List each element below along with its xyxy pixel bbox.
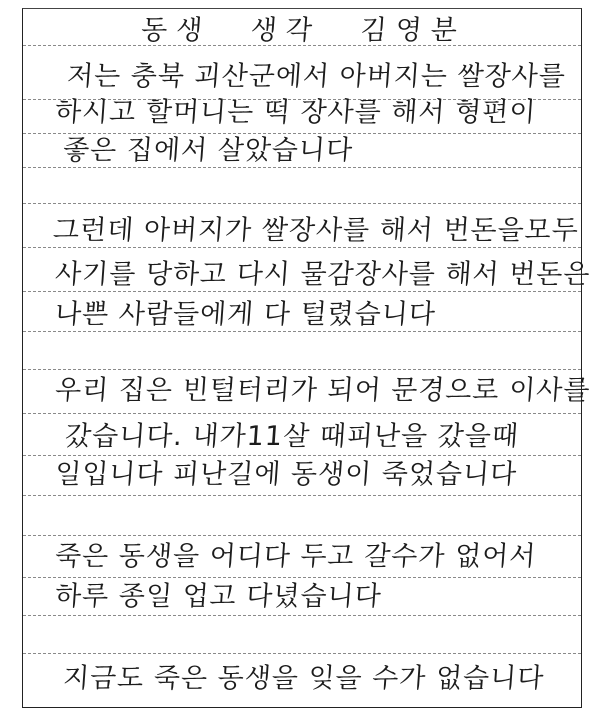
writing-sheet: [22, 8, 592, 708]
ruled-line: [23, 331, 581, 332]
ruled-line: [23, 535, 581, 536]
ruled-line: [23, 615, 581, 616]
ruled-line: [23, 653, 581, 654]
essay-line: 하루 종일 업고 다녔습니다: [53, 581, 383, 612]
ruled-line: [23, 167, 581, 168]
essay-line: 일입니다 피난길에 동생이 죽었습니다: [53, 459, 519, 490]
ruled-line: [23, 455, 581, 456]
essay-line: 좋은 집에서 살았습니다: [61, 135, 355, 166]
essay-line: 저는 충북 괴산군에서 아버지는 쌀장사를: [65, 61, 567, 92]
essay-line: 죽은 동생을 어디다 두고 갈수가 없어서: [53, 541, 538, 572]
essay-line: 하시고 할머니는 떡 장사를 해서 형편이: [53, 97, 538, 128]
ruled-line: [23, 203, 581, 204]
essay-line: 갔습니다. 내가11살 때피난을 갔을때: [63, 421, 520, 452]
essay-line: 우리 집은 빈털터리가 되어 문경으로 이사를: [53, 375, 592, 406]
essay-line: 나쁜 사람들에게 다 털렸습니다: [53, 299, 437, 330]
ruled-line: [23, 291, 581, 292]
ruled-line: [23, 413, 581, 414]
ruled-line: [23, 133, 581, 134]
essay-line: 사기를 당하고 다시 물감장사를 해서 번돈은: [53, 259, 592, 290]
essay-title: 동생 생각 김영분: [139, 15, 467, 46]
ruled-line: [23, 369, 581, 370]
essay-line: 지금도 죽은 동생을 잊을 수가 없습니다: [61, 663, 546, 694]
ruled-line: [23, 495, 581, 496]
ruled-line: [23, 247, 581, 248]
essay-line: 그런데 아버지가 쌀장사를 해서 번돈을모두: [51, 215, 580, 246]
ruled-line: [23, 577, 581, 578]
